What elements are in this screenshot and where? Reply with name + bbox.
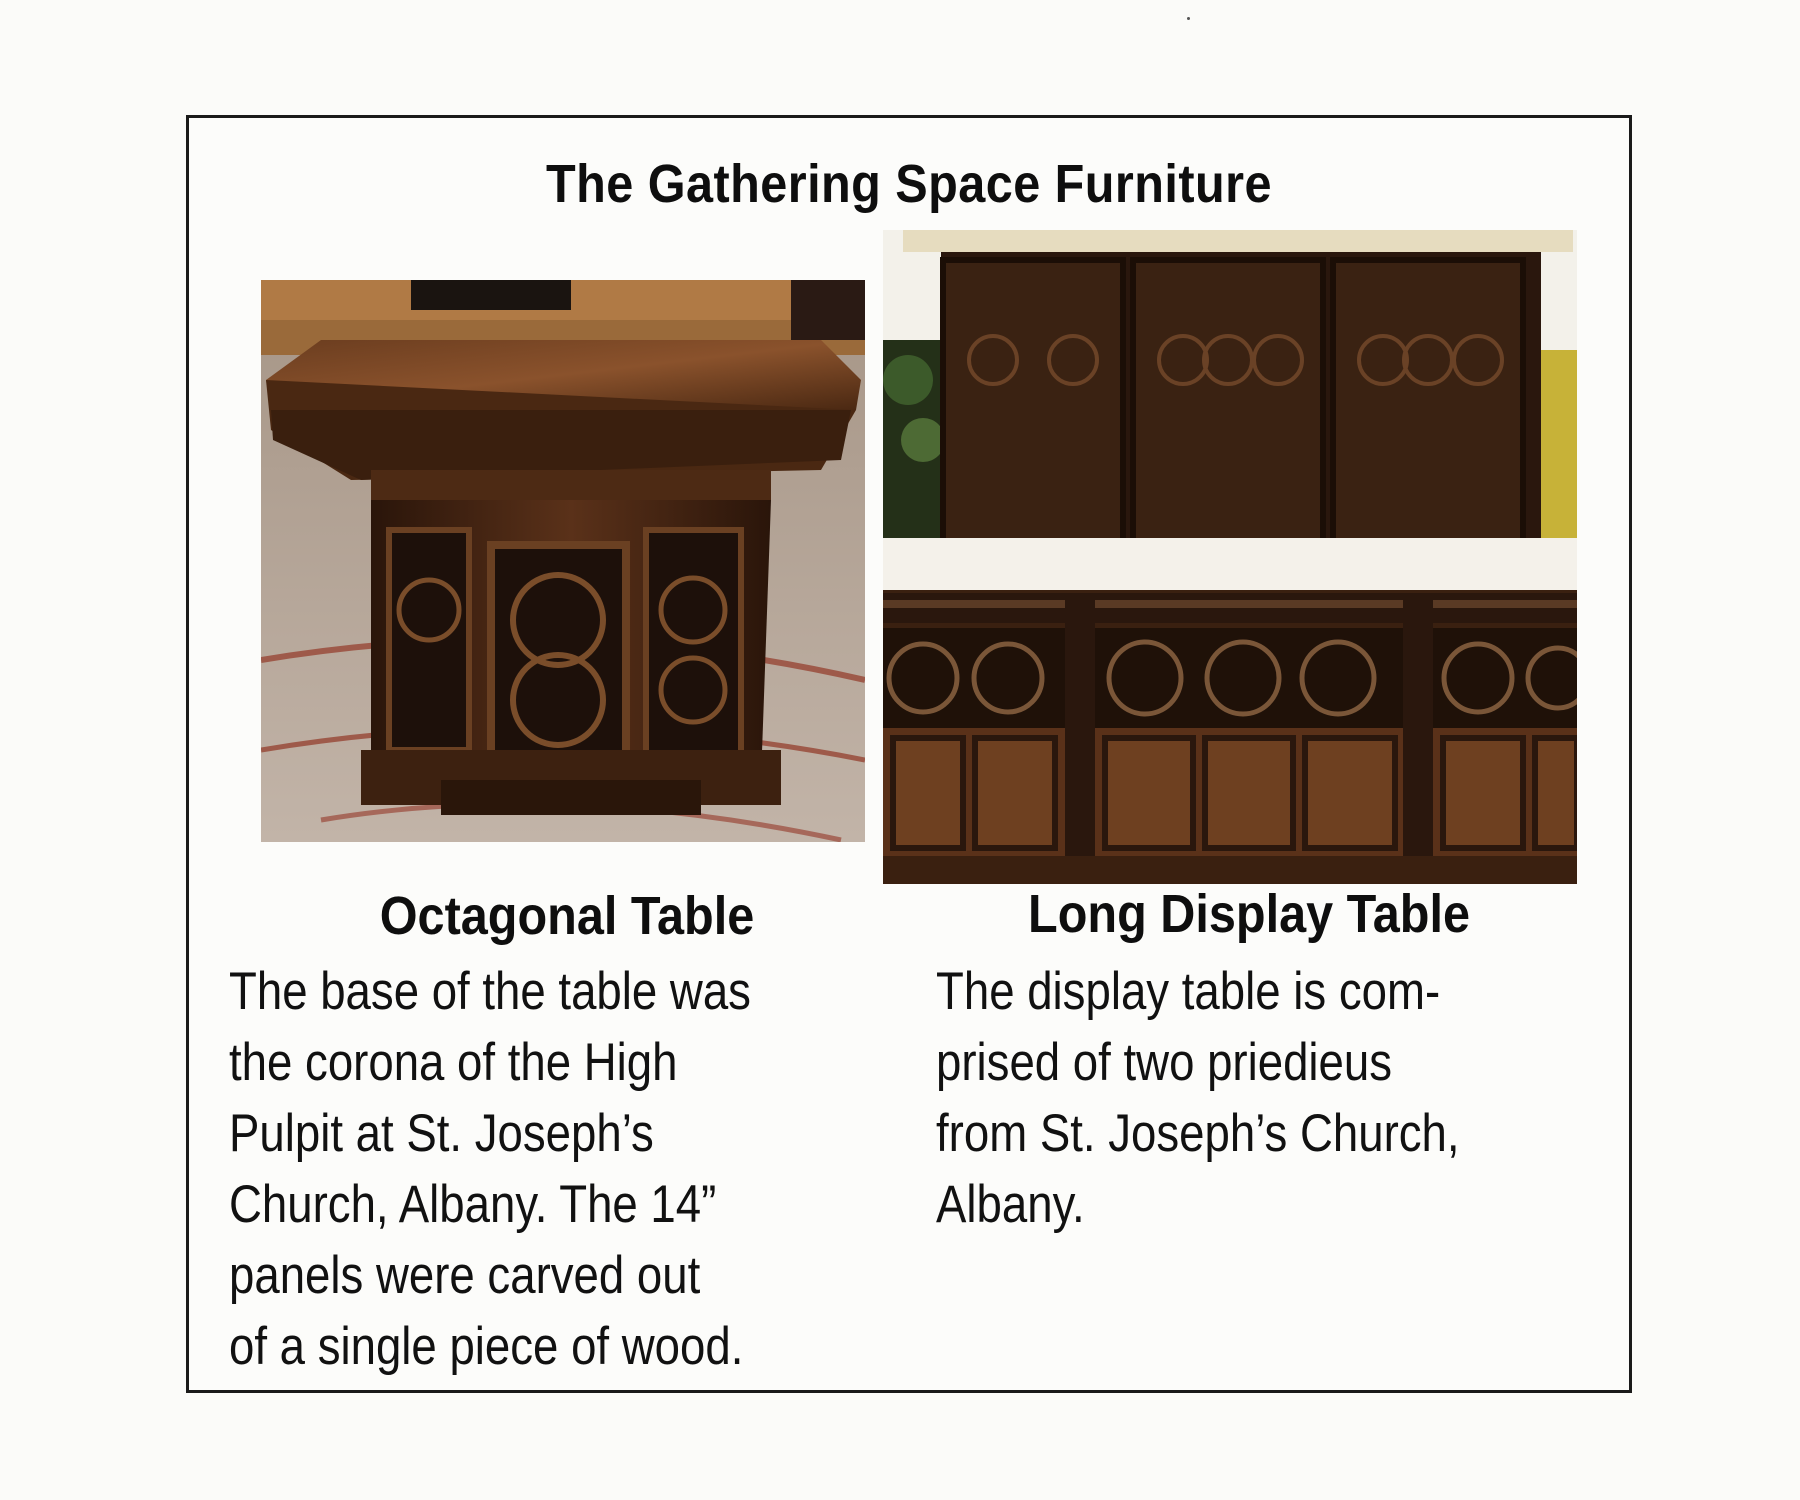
description-line: Church, Albany. The 14” — [229, 1175, 717, 1234]
description-line: panels were carved out — [229, 1246, 701, 1305]
page-title: The Gathering Space Furniture — [546, 154, 1272, 214]
description-line: Albany. — [936, 1175, 1085, 1234]
scan-speck — [1187, 17, 1190, 20]
description-line: Pulpit at St. Joseph’s — [229, 1104, 654, 1163]
long-table-photo-bottom — [883, 538, 1577, 884]
long-display-table-heading: Long Display Table — [1028, 884, 1470, 944]
bordered-panel — [186, 115, 1632, 1393]
octagonal-table-heading: Octagonal Table — [379, 886, 755, 946]
octagonal-table-photo — [261, 280, 865, 842]
description-line: The base of the table was — [229, 962, 751, 1021]
octagonal-table-description — [229, 956, 751, 1382]
description-line: prised of two priedieus — [936, 1033, 1393, 1092]
description-line: from St. Joseph’s Church, — [936, 1104, 1460, 1163]
description-line: The display table is com- — [936, 962, 1441, 1021]
description-line: of a single piece of wood. — [229, 1317, 744, 1376]
description-line: the corona of the High — [229, 1033, 678, 1092]
long-display-table-description — [936, 956, 1460, 1240]
